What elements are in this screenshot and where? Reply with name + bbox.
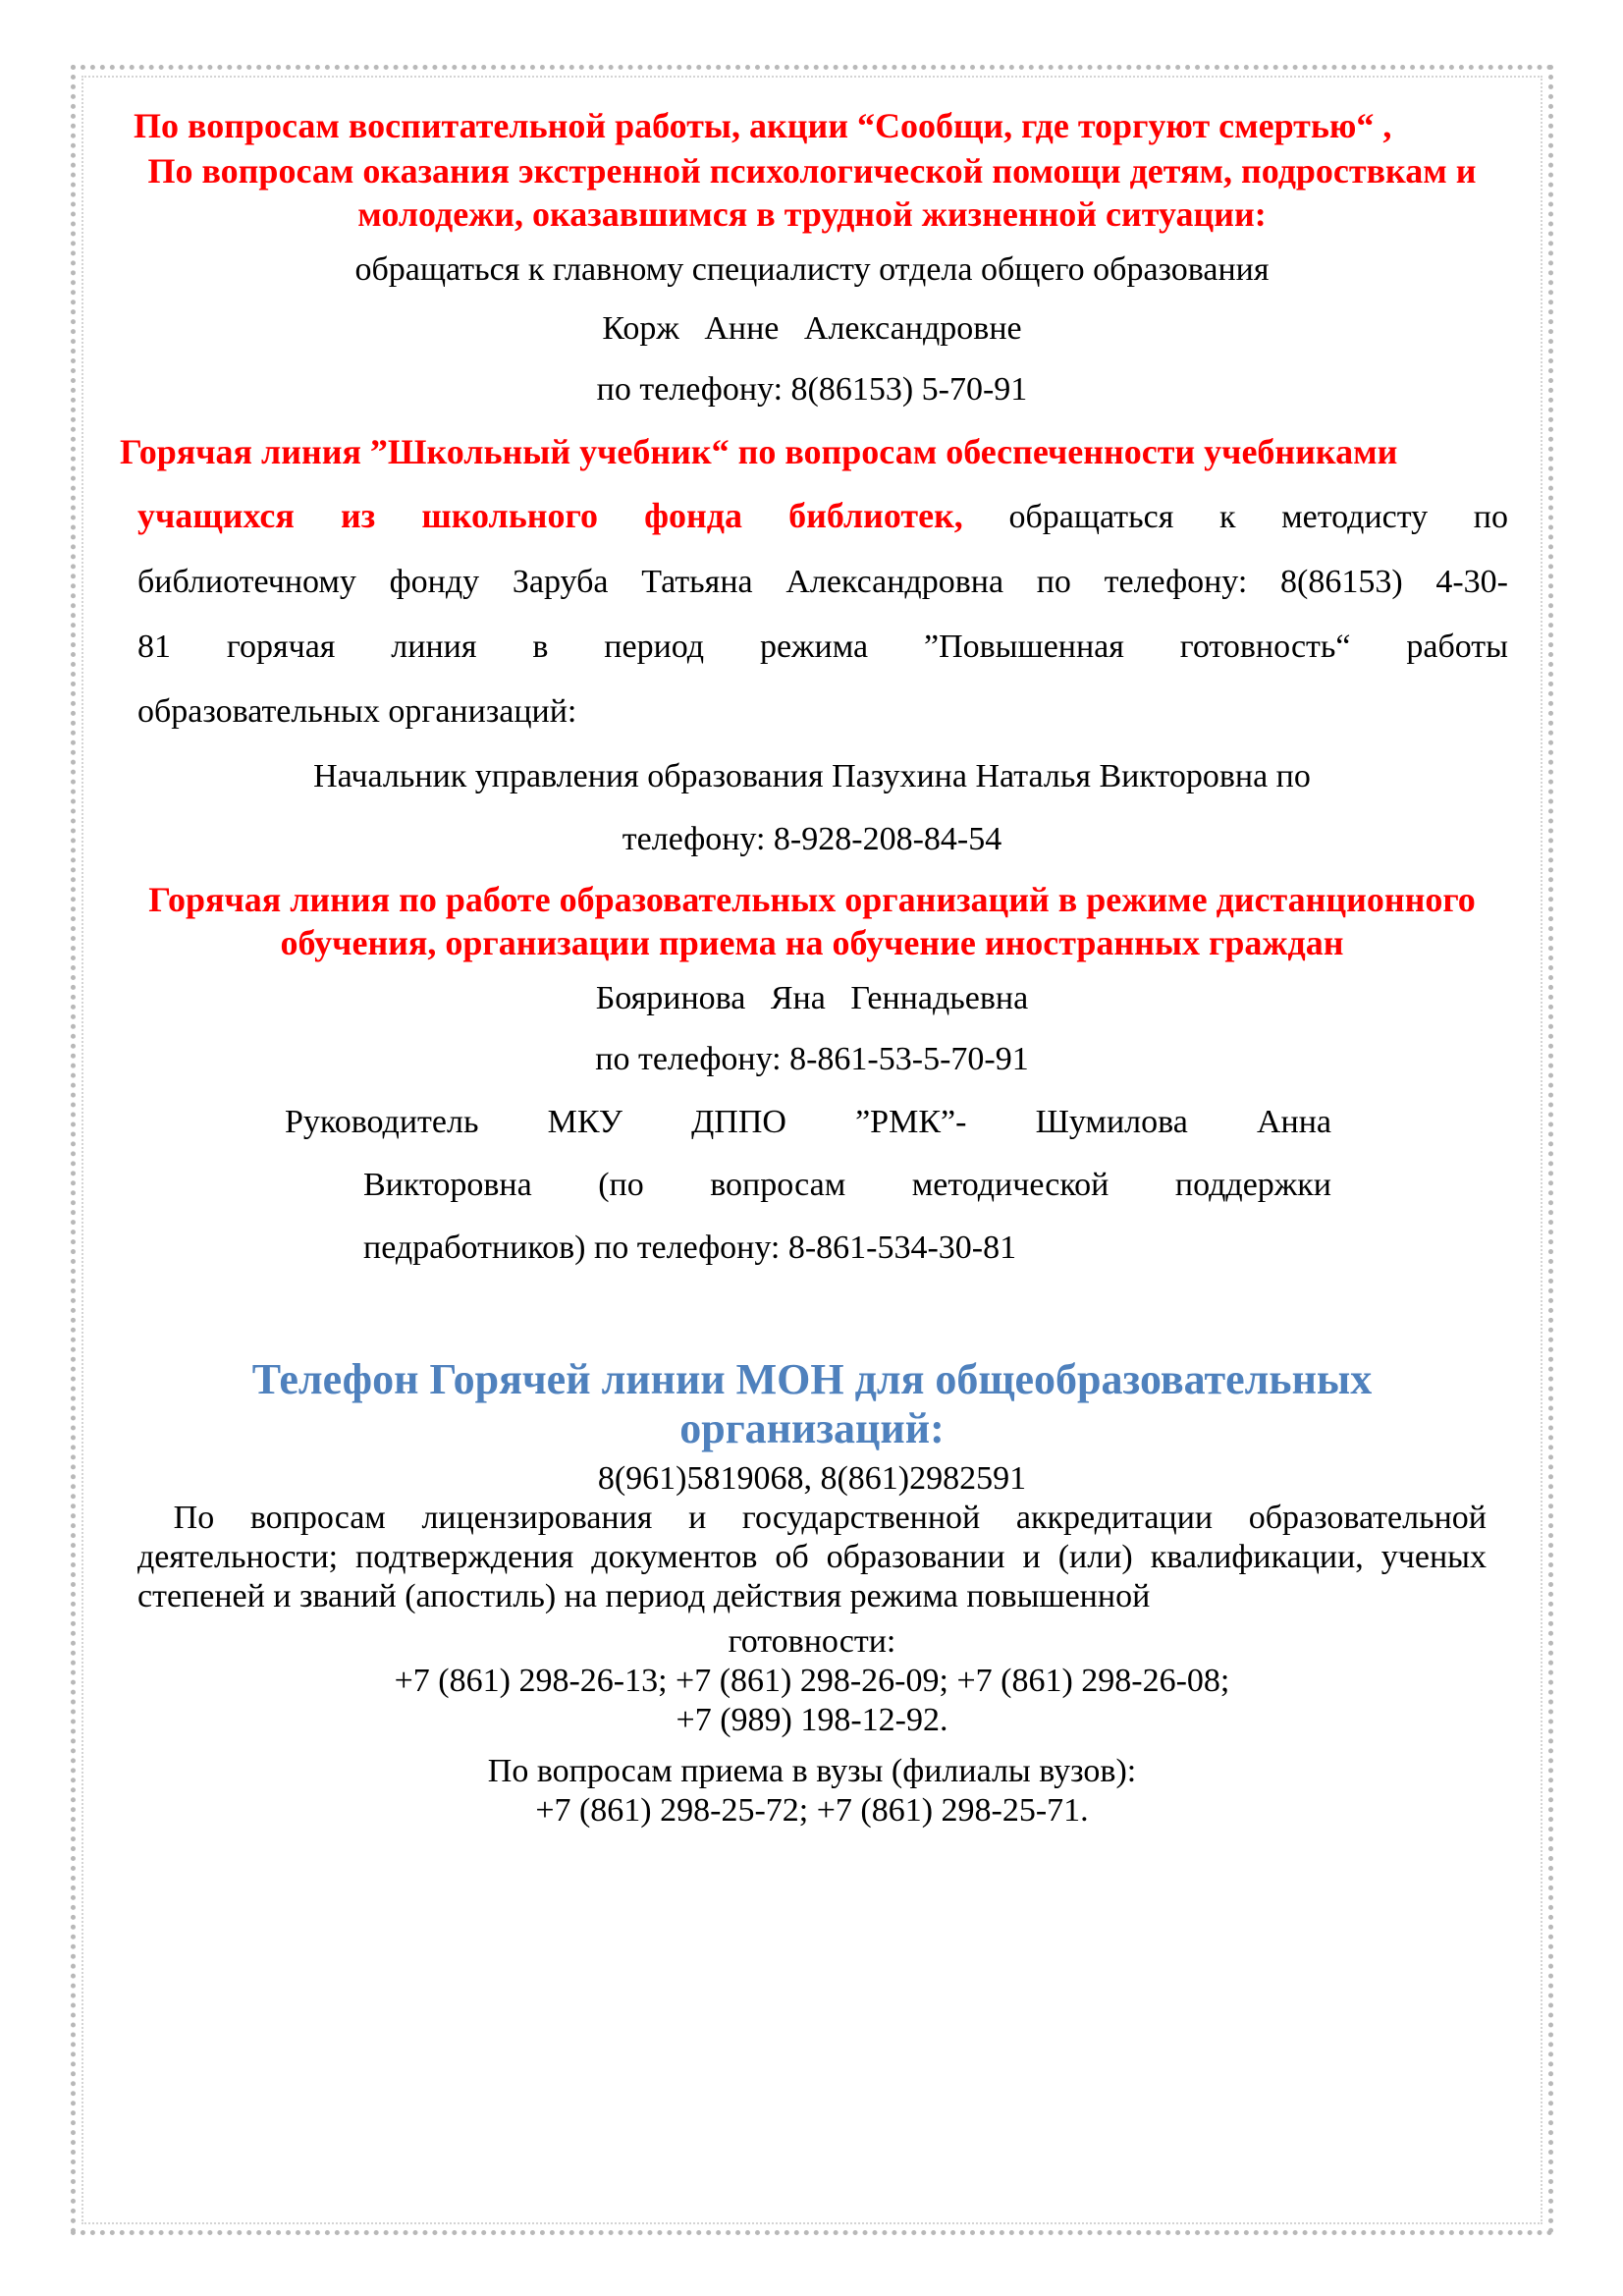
rmk-head-line2: Викторовна (по вопросам методической поддержки: [363, 1167, 1331, 1203]
rmk-head-line1: Руководитель МКУ ДППО ”РМК”- Шумилова Анна: [285, 1104, 1331, 1140]
licensing-block: [137, 1499, 1487, 1616]
university-admission-heading: По вопросам приема в вузы (филиалы вузов):: [487, 1753, 1137, 1789]
mon-hotline-heading: Телефон Горячей линии МОН для общеобразовательных организаций:: [251, 1355, 1373, 1452]
head-of-department-line: Начальник управления образования Пазухина Наталья Викторовна по: [313, 758, 1311, 794]
rmk-head-line3: педработников) по телефону: 8-861-534-30-81: [363, 1230, 1017, 1266]
distance-learning-phone: по телефону: 8-861-53-5-70-91: [595, 1041, 1029, 1077]
document-page: [116, 104, 1508, 1831]
head-of-department-phone: телефону: 8-928-208-84-54: [622, 821, 1002, 857]
textbook-hotline-body: [137, 495, 1508, 733]
textbook-hotline-heading: Горячая линия ”Школьный учебник“ по вопросам обеспеченности учебниками: [120, 432, 1398, 471]
licensing-text: По вопросам лицензирования и государственной аккредитации образовательной деятельности; подтверждения документов об образовании и (или) квалификации, ученых степеней и званий (апостиль) на период действия режима повышенной: [137, 1500, 1487, 1614]
distance-learning-heading: Горячая линия по работе образовательных организаций в режиме дистанционного обучения, организации приема на обучение иностранных граждан: [148, 880, 1476, 962]
textbook-hotline-text-cont: обращаться к методисту по: [962, 499, 1508, 535]
rmk-head-block: [285, 1102, 1331, 1269]
textbook-hotline-line4: образовательных организаций:: [137, 693, 577, 730]
education-work-heading: По вопросам воспитательной работы, акции “Сообщи, где торгуют смертью“ ,: [134, 106, 1392, 145]
licensing-phones-2: +7 (989) 198-12-92.: [676, 1702, 948, 1738]
licensing-text-tail: готовности:: [728, 1623, 896, 1660]
textbook-hotline-heading-cont: учащихся из школьного фонда библиотек,: [137, 496, 963, 535]
licensing-phones-1: +7 (861) 298-26-13; +7 (861) 298-26-09; +7 (861) 298-26-08;: [394, 1663, 1230, 1699]
mon-hotline-phones: 8(961)5819068, 8(861)2982591: [597, 1460, 1027, 1497]
university-admission-phones: +7 (861) 298-25-72; +7 (861) 298-25-71.: [535, 1792, 1089, 1829]
distance-learning-contact-name: Бояринова Яна Геннадьевна: [595, 980, 1029, 1016]
textbook-hotline-line3: 81 горячая линия в период режима ”Повышенная готовность“ работы: [137, 629, 1508, 665]
psych-help-contact-name: Корж Анне Александровне: [602, 310, 1022, 347]
textbook-hotline-line2: библиотечному фонду Заруба Татьяна Александровна по телефону: 8(86153) 4-30-: [137, 564, 1508, 600]
psych-help-contact-line: обращаться к главному специалисту отдела общего образования: [354, 251, 1270, 288]
textbook-hotline-line1: [137, 495, 1508, 538]
psych-help-phone: по телефону: 8(86153) 5-70-91: [596, 371, 1028, 408]
psych-help-heading: По вопросам оказания экстренной психологической помощи детям, подроствкам и молодежи, оказавшимся в трудной жизненной ситуации:: [147, 151, 1477, 234]
